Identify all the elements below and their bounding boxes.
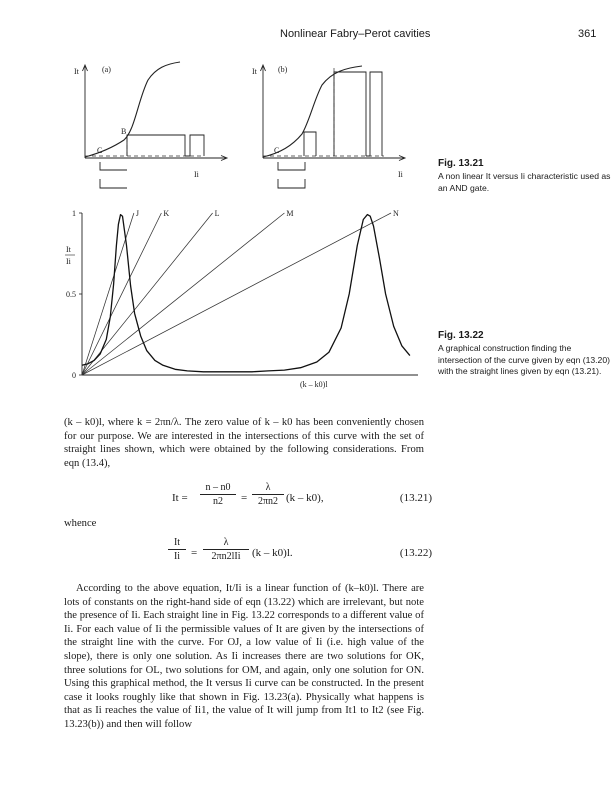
page-number: 361 (578, 28, 597, 40)
y-tick-label: 0 (72, 371, 76, 380)
running-title: Nonlinear Fabry–Perot cavities (280, 28, 431, 40)
eq2-frac1-numerator: It (168, 537, 186, 550)
figure-13-22-caption-title: Fig. 13.22 (438, 330, 484, 341)
line-label-N: N (393, 209, 399, 218)
eq2-fraction-2 (203, 537, 249, 562)
eq1-equals: = (241, 492, 248, 504)
eq1-frac1-numerator: n – n0 (200, 482, 236, 495)
eq1-frac2-numerator: λ (252, 482, 284, 495)
panel-a (74, 62, 227, 188)
line-label-K: K (163, 209, 170, 218)
eq1-frac2-denominator: 2πn2 (257, 496, 279, 507)
eq1-fraction-1 (200, 482, 236, 507)
equation-13-22 (64, 535, 432, 575)
chart-labels (65, 209, 399, 389)
figure-13-22-caption-text: A graphical construction finding the intersection of the curve given by eqn (13.20) with the straight lines given by eqn (13.21). (438, 343, 610, 376)
eq1-frac1-denominator: n2 (213, 496, 223, 507)
line-label-J: J (135, 209, 140, 218)
panel-b (252, 65, 405, 188)
y-tick-label: 1 (72, 209, 76, 218)
panel-b-y-label: It (252, 67, 257, 76)
figure-13-22-chart (0, 205, 430, 390)
panel-b-label: (b) (278, 65, 288, 74)
chart-axes (79, 213, 418, 375)
eq2-tail: (k – k0)l. (252, 547, 293, 559)
panel-b-output-pulse (304, 72, 382, 156)
panel-b-characteristic-curve (263, 66, 362, 157)
figure-13-21-caption-title: Fig. 13.21 (438, 158, 484, 169)
panel-a-input-pulses (100, 162, 127, 188)
panel-b-point-c: C (274, 146, 280, 155)
equation-13-21 (64, 480, 432, 520)
eq2-frac2-numerator: λ (203, 537, 249, 550)
eq2-number: (13.22) (399, 547, 432, 559)
figure-13-21-caption (438, 158, 613, 194)
whence-text: whence (64, 518, 97, 529)
eq1-number: (13.21) (399, 492, 432, 504)
eq1-lhs: It = (172, 492, 188, 504)
panel-b-input-pulses (278, 162, 305, 188)
panel-a-y-label: It (74, 67, 79, 76)
figure-13-21-caption-text: A non linear It versus Ii characteristic used as an AND gate. (438, 171, 611, 193)
chart-curve-group (82, 215, 410, 372)
line-K (82, 213, 161, 375)
eq2-fraction-1 (168, 537, 186, 562)
panel-b-x-label: Ii (398, 170, 403, 179)
eq2-equals: = (191, 547, 198, 559)
chart-straight-lines (82, 213, 391, 375)
panel-a-label: (a) (102, 65, 111, 74)
figure-13-21 (0, 60, 430, 200)
line-J (82, 213, 134, 375)
line-N (82, 213, 391, 375)
line-label-L: L (214, 209, 220, 218)
panel-a-point-b: B (121, 127, 127, 136)
eq1-tail: (k – k0), (286, 492, 324, 504)
eq1-fraction-2 (252, 482, 284, 507)
panel-a-point-c: C (97, 146, 103, 155)
eq2-frac2-denominator: 2πn2lIi (211, 551, 241, 562)
paragraph-2: According to the above equation, It/Ii is a linear function of (k–k0)l. There are lots of constants on the right-hand side of eqn (13.22) which are irrelevant, but note the presence of Ii. Each straight line in Fig. 13.22 corresponds to a different value of Ii. For each value of Ii the permissible values of It are given by the intersections of the straight line with the curve. For OJ, a low value of Ii (i.e. high value of the slope), there is only one solution. As Ii increases there are two solutions for OK, three solutions for OL, two solutions for OM, and again, only one solution for ON. Using this graphical method, the It versus Ii curve can be constructed. In the present case it looks roughly like that shown in Fig. 13.23(a). Physically what happens is that as Ii reaches the value of Ii1, the value of It will jump from It1 to It2 (see Fig. 13.23(b)) and then will follow (64, 583, 424, 730)
y-axis-label-numerator: It (66, 245, 71, 254)
figure-13-22-caption (438, 330, 613, 377)
eq2-frac1-denominator: Ii (173, 551, 181, 562)
paragraph-1: (k – k0)l, where k = 2πn/λ. The zero value of k – k0 has been conveniently chosen for our purpose. We are interested in the intersections of this curve with the set of straight lines shown, which were obtained by the following considerations. From eqn (13.4), (64, 417, 424, 469)
line-label-M: M (286, 209, 294, 218)
x-axis-label: (k – k0)l (300, 380, 328, 389)
panel-a-output-pulse (127, 135, 204, 156)
panel-a-x-label: Ii (194, 170, 199, 179)
panel-a-characteristic-curve (85, 62, 180, 157)
transmission-curve (82, 215, 410, 372)
y-axis-label-denominator: Ii (66, 257, 71, 266)
y-tick-label: 0.5 (66, 290, 76, 299)
